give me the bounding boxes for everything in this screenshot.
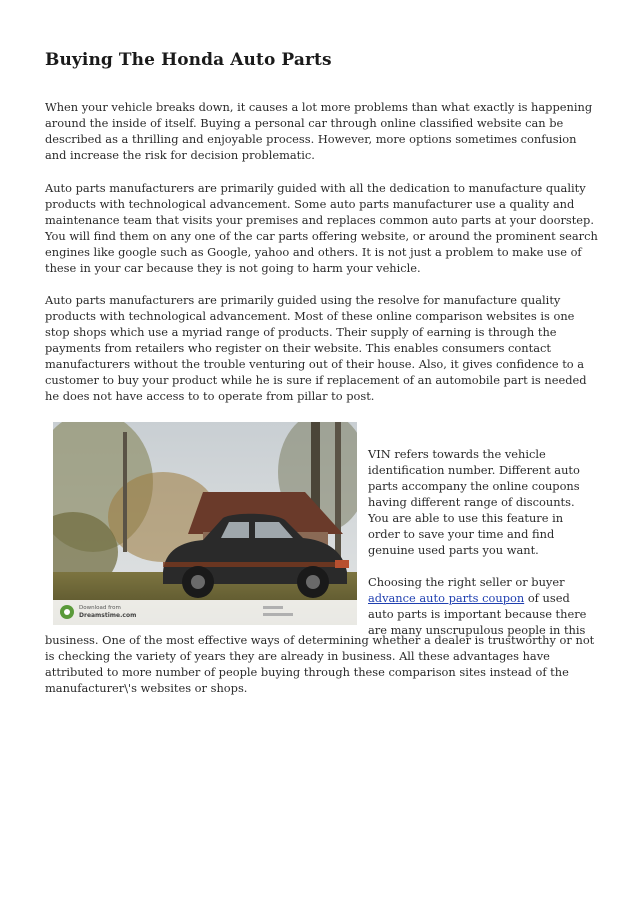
side-paragraph-1: VIN refers towards the vehicle identification number. Different auto parts accompany the online coupons having different range of discounts. You are able to use this feature in order to save your time and find genuine used parts you want. — [368, 447, 580, 557]
side-text-column — [368, 446, 598, 638]
watermark-line-1: Download from — [79, 605, 121, 611]
paragraph-3: Auto parts manufacturers are primarily guided using the resolve for manufacture quality products with technological advancement. Most of these online comparison websites is one stop shops which use a myriad range of products. Their supply of earning is through the payments from retailers who register on their website. This enables consumers contact manufacturers without the trouble venturing out of their house. Also, it gives confidence to a customer to buy your product while he is sure if replacement of an automobile part is needed he does not have access to to operate from pillar to post. — [45, 293, 587, 403]
page-title: Buying The Honda Auto Parts — [45, 50, 332, 70]
watermark-line-2: Dreamstime.com — [79, 612, 137, 619]
side-paragraph-2: Choosing the right seller or buyer advance auto parts coupon of used auto parts is important because there are many unscrupulous people in this — [368, 575, 587, 637]
paragraph-1: When your vehicle breaks down, it causes a lot more problems than what exactly is happening around the inside of itself. Buying a personal car through online classified website can be described as a thrilling and enjoyable process. However, more options sometimes confusion and increase the risk for decision problematic. — [45, 100, 593, 162]
vintage-car-photo — [53, 422, 357, 625]
paragraph-2: Auto parts manufacturers are primarily guided with all the dedication to manufacture quality products with technological advancement. Some auto parts manufacturer use a quality and maintenance team that visits your premises and replaces common auto parts at your doorstep. You will find them on any one of the car parts offering website, or around the prominent search engines like google such as Google, yahoo and others. It is not just a problem to make use of these in your car because they is not going to harm your vehicle. — [45, 181, 598, 275]
coupon-link[interactable]: advance auto parts coupon — [368, 591, 525, 605]
paragraph-continuation: business. One of the most effective ways of determining whether a dealer is trustworthy or not is checking the variety of years they are already in business. All these advantages have attributed to more number of people buying through these comparison sites instead of the manufacturer\'s websites or shops. — [45, 633, 595, 695]
